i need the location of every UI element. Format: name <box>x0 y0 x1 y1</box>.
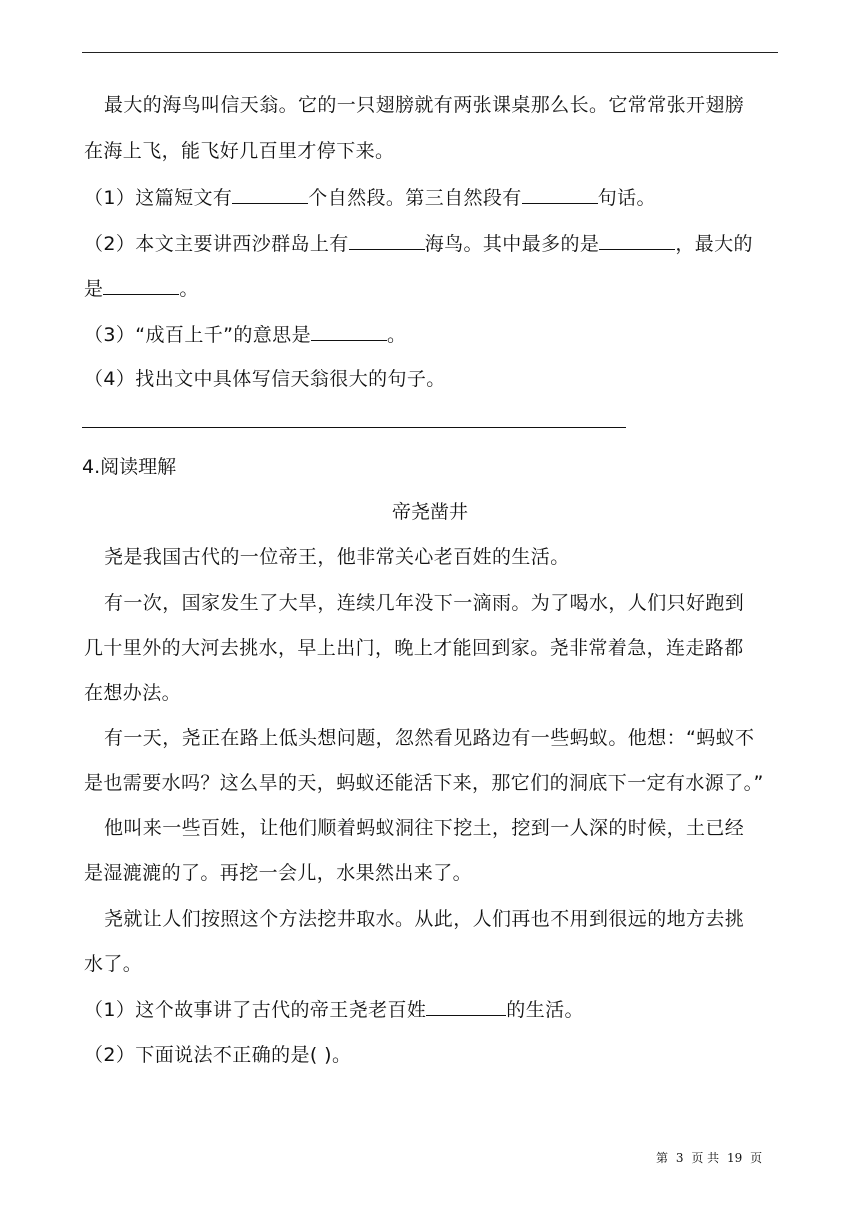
answer-blank[interactable] <box>426 997 506 1016</box>
answer-blank[interactable] <box>349 231 425 250</box>
question-2 <box>84 231 753 256</box>
question-text: 的生活。 <box>506 999 584 1021</box>
answer-blank[interactable] <box>232 185 308 204</box>
answer-blank[interactable] <box>522 185 598 204</box>
question-4: （4）找出文中具体写信天翁很大的句子。 <box>84 368 446 390</box>
paragraph-line: 有一天，尧正在路上低头想问题，忽然看见路边有一些蚂蚁。他想：“蚂蚁不 <box>104 727 755 749</box>
paragraph-line: 几十里外的大河去挑水，早上出门，晚上才能回到家。尧非常着急，连走路都 <box>84 637 744 659</box>
footer-text: 页 共 <box>691 1151 720 1165</box>
question-text: （3）“成百上千”的意思是 <box>84 324 311 346</box>
question-3 <box>84 322 406 347</box>
paragraph-line: 是湿漉漉的了。再挖一会儿，水果然出来了。 <box>84 862 473 884</box>
paragraph-line: 他叫来一些百姓，让他们顺着蚂蚁洞往下挖土，挖到一人深的时候，土已经 <box>104 817 745 839</box>
passage-line: 在海上飞，能飞好几百里才停下来。 <box>84 140 395 162</box>
question-text: ，最大的 <box>675 233 753 255</box>
answer-blank[interactable] <box>599 231 675 250</box>
question-text: 句话。 <box>597 187 656 209</box>
section-heading: 4.阅读理解 <box>82 456 177 478</box>
paragraph-line: 水了。 <box>84 953 143 975</box>
question-1 <box>84 185 656 210</box>
page-footer <box>656 1150 762 1166</box>
question-text: 。 <box>386 324 407 346</box>
question-text: （2）本文主要讲西沙群岛上有 <box>84 233 349 255</box>
question-text: （1）这篇短文有 <box>84 187 233 209</box>
page-total: 19 <box>726 1151 743 1165</box>
header-rule <box>82 52 778 53</box>
question-2-cont <box>84 276 199 301</box>
question-text: （1）这个故事讲了古代的帝王尧老百姓 <box>84 999 427 1021</box>
paragraph-line: 有一次，国家发生了大旱，连续几年没下一滴雨。为了喝水，人们只好跑到 <box>104 592 745 614</box>
question-1 <box>84 997 584 1022</box>
paragraph-line: 尧就让人们按照这个方法挖井取水。从此，人们再也不用到很远的地方去挑 <box>104 908 745 930</box>
answer-line[interactable] <box>82 427 626 428</box>
answer-blank[interactable] <box>103 276 179 295</box>
passage-line: 最大的海鸟叫信天翁。它的一只翅膀就有两张课桌那么长。它常常张开翅膀 <box>104 94 745 116</box>
question-2: （2）下面说法不正确的是( )。 <box>84 1044 352 1066</box>
footer-text: 第 <box>656 1151 669 1165</box>
answer-blank[interactable] <box>311 322 387 341</box>
question-text: 个自然段。第三自然段有 <box>308 187 522 209</box>
page-number: 3 <box>675 1151 684 1165</box>
paragraph-line: 在想办法。 <box>84 682 182 704</box>
paragraph-line: 是也需要水吗？这么旱的天，蚂蚁还能活下来，那它们的洞底下一定有水源了。” <box>84 772 764 794</box>
question-text: 海鸟。其中最多的是 <box>424 233 600 255</box>
paragraph-line: 尧是我国古代的一位帝王，他非常关心老百姓的生活。 <box>104 546 570 568</box>
question-text: 。 <box>179 278 199 300</box>
question-text: 是 <box>84 278 104 300</box>
passage-title: 帝尧凿井 <box>391 501 468 523</box>
footer-text: 页 <box>750 1151 763 1165</box>
